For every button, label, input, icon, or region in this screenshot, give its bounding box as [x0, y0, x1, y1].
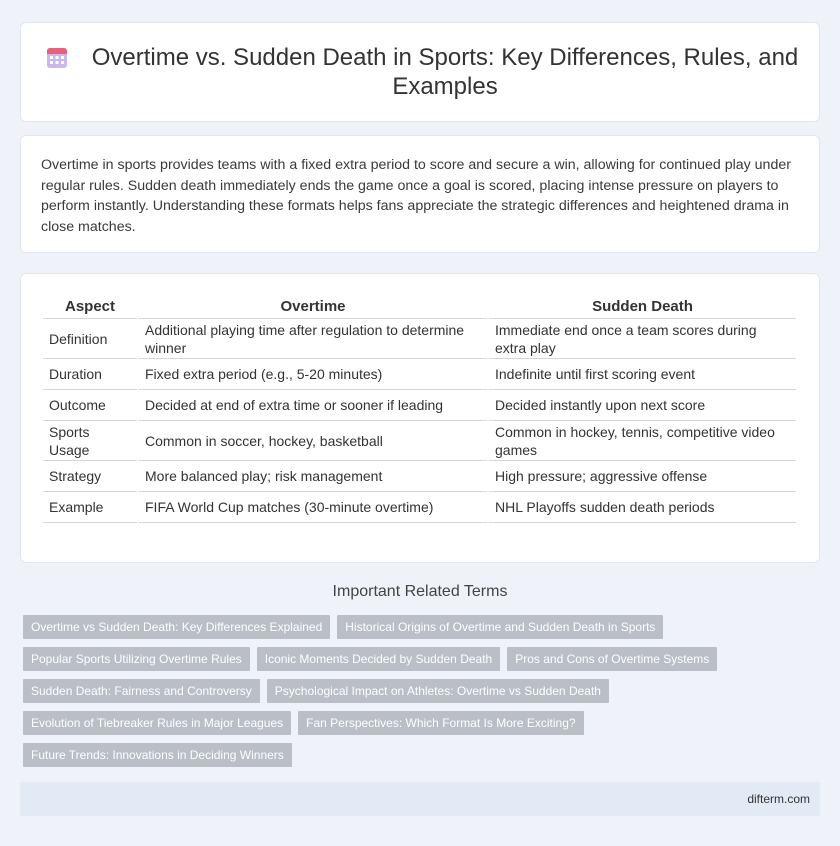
comparison-card	[20, 273, 820, 563]
row-sudden-death: Decided instantly upon next score	[489, 390, 796, 421]
row-aspect: Sports Usage	[43, 421, 137, 461]
related-tag[interactable]: Future Trends: Innovations in Deciding Winners	[23, 743, 292, 767]
row-aspect: Outcome	[43, 390, 137, 421]
related-terms-heading: Important Related Terms	[332, 583, 508, 600]
related-tag[interactable]: Pros and Cons of Overtime Systems	[507, 647, 717, 671]
table-row	[43, 461, 796, 492]
intro-paragraph: Overtime in sports provides teams with a fixed extra period to score and secure a win, allowing for continued play under regular rules. Sudden death immediately ends the game once a goal is scored, placing intense pressure on players to perform instantly. Understanding these formats helps fans appreciate the strategic differences and heightened drama in close matches.	[41, 157, 791, 235]
row-aspect: Example	[43, 492, 137, 523]
row-aspect: Duration	[43, 359, 137, 390]
row-overtime: Decided at end of extra time or sooner if leading	[139, 390, 487, 421]
footer	[20, 782, 820, 816]
related-tag[interactable]: Psychological Impact on Athletes: Overtime vs Sudden Death	[267, 679, 609, 703]
related-tag[interactable]: Historical Origins of Overtime and Sudden Death in Sports	[337, 615, 663, 639]
table-row	[43, 421, 796, 461]
related-tag[interactable]: Sudden Death: Fairness and Controversy	[23, 679, 260, 703]
table-row	[43, 319, 796, 359]
related-tag[interactable]: Fan Perspectives: Which Format Is More Exciting?	[298, 711, 583, 735]
row-overtime: More balanced play; risk management	[139, 461, 487, 492]
table-row	[43, 492, 796, 523]
header-aspect: Aspect	[43, 294, 137, 319]
table-row	[43, 359, 796, 390]
row-sudden-death: NHL Playoffs sudden death periods	[489, 492, 796, 523]
table-row	[43, 390, 796, 421]
header-sudden-death: Sudden Death	[489, 294, 796, 319]
comparison-table	[41, 294, 798, 523]
related-tag[interactable]: Evolution of Tiebreaker Rules in Major Leagues	[23, 711, 291, 735]
row-sudden-death: High pressure; aggressive offense	[489, 461, 796, 492]
row-overtime: Common in soccer, hockey, basketball	[139, 421, 487, 461]
intro-card	[20, 135, 820, 253]
row-sudden-death: Common in hockey, tennis, competitive video games	[489, 421, 796, 461]
row-aspect: Definition	[43, 319, 137, 359]
header-overtime: Overtime	[139, 294, 487, 319]
related-tag[interactable]: Iconic Moments Decided by Sudden Death	[257, 647, 500, 671]
footer-site-link[interactable]: difterm.com	[747, 792, 810, 806]
row-aspect: Strategy	[43, 461, 137, 492]
row-overtime: Additional playing time after regulation to determine winner	[139, 319, 487, 359]
page-title: Overtime vs. Sudden Death in Sports: Key Differences, Rules, and Examples	[91, 44, 799, 100]
row-sudden-death: Indefinite until first scoring event	[489, 359, 796, 390]
related-tag[interactable]: Overtime vs Sudden Death: Key Differences Explained	[23, 615, 330, 639]
row-overtime: FIFA World Cup matches (30-minute overtime)	[139, 492, 487, 523]
row-overtime: Fixed extra period (e.g., 5-20 minutes)	[139, 359, 487, 390]
row-sudden-death: Immediate end once a team scores during extra play	[489, 319, 796, 359]
title-card	[20, 22, 820, 122]
related-tags	[23, 615, 723, 775]
related-tag[interactable]: Popular Sports Utilizing Overtime Rules	[23, 647, 250, 671]
